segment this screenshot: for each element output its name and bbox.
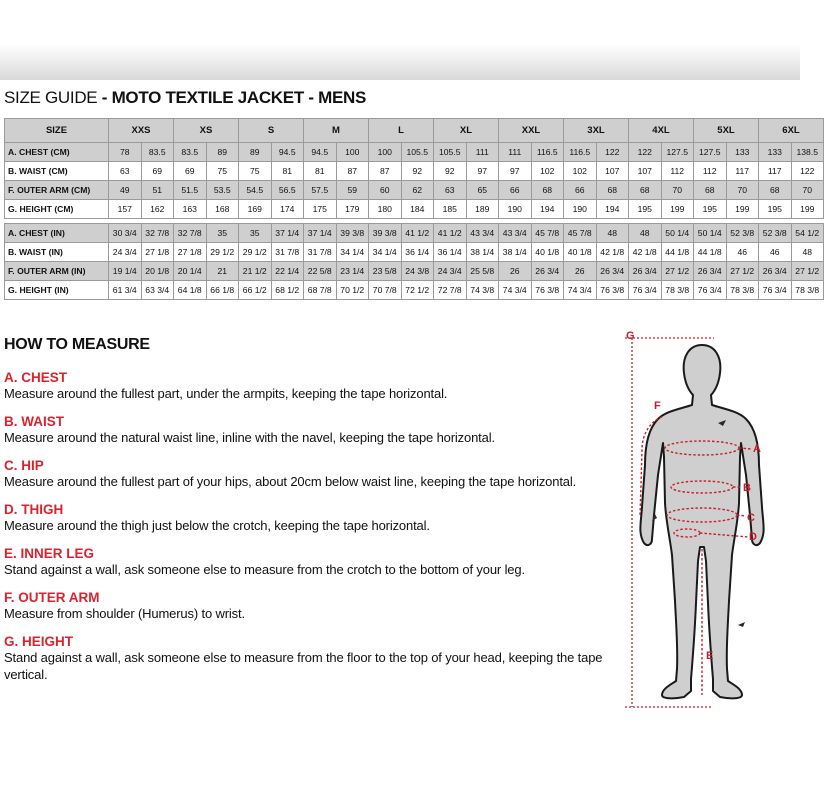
table-cell: 66 [499,181,532,200]
table-cell: 63 [434,181,467,200]
table-cell: 68 1/2 [271,281,304,300]
table-cell: 50 1/4 [694,224,727,243]
table-cell: 26 3/4 [759,262,792,281]
measure-item-description: Stand against a wall, ask someone else to measure from the floor to the top of your head, keeping the tape vertical. [4,650,603,682]
table-cell: 138.5 [791,143,824,162]
measure-item-title: A. CHEST [4,370,68,385]
table-cell: 174 [271,200,304,219]
table-cell: 163 [174,200,207,219]
label-a: A [753,443,761,455]
table-cell: 37 1/4 [271,224,304,243]
table-cell: 69 [141,162,174,181]
table-cell: 37 1/4 [304,224,337,243]
table-cell: 78 3/8 [791,281,824,300]
table-row [5,262,824,281]
top-gradient-band [0,0,800,80]
table-cell: 180 [369,200,402,219]
table-cell: 70 [661,181,694,200]
table-cell: 94.5 [271,143,304,162]
table-cell: 21 1/2 [239,262,272,281]
label-b: B [743,482,751,494]
table-cell: 92 [401,162,434,181]
table-cell: 27 1/8 [141,243,174,262]
table-cell: 26 3/4 [629,262,662,281]
table-cell: 26 3/4 [596,262,629,281]
row-label: A. CHEST (CM) [5,143,109,162]
table-cell: 34 1/4 [369,243,402,262]
table-cell: 127.5 [661,143,694,162]
table-cell: 64 1/8 [174,281,207,300]
table-cell: 97 [466,162,499,181]
table-cell: 105.5 [401,143,434,162]
measure-item [4,502,604,534]
table-cell: 195 [759,200,792,219]
table-cell: 46 [726,243,759,262]
table-cell: 53.5 [206,181,239,200]
table-cell: 75 [239,162,272,181]
table-cell: 133 [726,143,759,162]
table-cell: 76 3/4 [629,281,662,300]
table-cell: 22 1/4 [271,262,304,281]
table-cell: 52 3/8 [759,224,792,243]
measure-item [4,370,604,402]
measure-item-title: C. HIP [4,458,44,473]
table-cell: 169 [239,200,272,219]
table-cell: 45 7/8 [564,224,597,243]
table-cell: 41 1/2 [401,224,434,243]
measure-item [4,634,604,683]
table-cell: 74 3/4 [564,281,597,300]
measure-item-title: B. WAIST [4,414,64,429]
body-measurement-figure [592,325,800,715]
table-row [5,200,824,219]
size-col-l: L [369,119,434,143]
how-to-measure-heading: HOW TO MEASURE [4,336,150,353]
size-header-row [5,119,824,143]
table-cell: 97 [499,162,532,181]
table-cell: 66 1/2 [239,281,272,300]
table-cell: 38 1/4 [466,243,499,262]
table-cell: 87 [336,162,369,181]
table-cell: 49 [109,181,142,200]
table-cell: 74 3/8 [466,281,499,300]
table-row [5,224,824,243]
table-cell: 20 1/4 [174,262,207,281]
table-cell: 66 1/8 [206,281,239,300]
table-cell: 194 [596,200,629,219]
table-cell: 127.5 [694,143,727,162]
size-col-5xl: 5XL [694,119,759,143]
table-cell: 72 7/8 [434,281,467,300]
table-row [5,181,824,200]
size-col-s: S [239,119,304,143]
table-cell: 78 3/8 [726,281,759,300]
table-cell: 27 1/8 [174,243,207,262]
table-cell: 38 1/4 [499,243,532,262]
label-f: F [654,400,661,412]
table-cell: 100 [369,143,402,162]
table-cell: 61 3/4 [109,281,142,300]
row-label: B. WAIST (CM) [5,162,109,181]
size-col-3xl: 3XL [564,119,629,143]
table-cell: 29 1/2 [239,243,272,262]
table-cell: 27 1/2 [661,262,694,281]
table-cell: 63 [109,162,142,181]
table-cell: 44 1/8 [661,243,694,262]
table-cell: 45 7/8 [531,224,564,243]
table-cell: 107 [596,162,629,181]
table-cell: 40 1/8 [531,243,564,262]
size-col-xl: XL [434,119,499,143]
table-cell: 112 [694,162,727,181]
measure-item [4,414,604,446]
table-cell: 66 [564,181,597,200]
table-cell: 62 [401,181,434,200]
table-cell: 122 [596,143,629,162]
table-cell: 189 [466,200,499,219]
table-cell: 54.5 [239,181,272,200]
measure-item [4,458,604,490]
label-g: G [626,330,635,342]
table-cell: 70 7/8 [369,281,402,300]
table-cell: 92 [434,162,467,181]
size-col-4xl: 4XL [629,119,694,143]
table-cell: 89 [206,143,239,162]
measure-item-title: D. THIGH [4,502,64,517]
size-table [4,118,824,300]
row-label: F. OUTER ARM (IN) [5,262,109,281]
table-cell: 29 1/2 [206,243,239,262]
size-col-6xl: 6XL [759,119,824,143]
measure-item-title: G. HEIGHT [4,634,74,649]
table-cell: 111 [499,143,532,162]
measure-item-description: Measure around the fullest part, under the armpits, keeping the tape horizontal. [4,386,448,401]
table-cell: 175 [304,200,337,219]
table-cell: 68 7/8 [304,281,337,300]
table-cell: 190 [499,200,532,219]
table-cell: 23 5/8 [369,262,402,281]
table-cell: 100 [336,143,369,162]
measure-item-title: F. OUTER ARM [4,590,100,605]
table-cell: 102 [531,162,564,181]
table-cell: 190 [564,200,597,219]
how-to-measure-section [4,336,604,695]
table-cell: 59 [336,181,369,200]
measure-item-description: Measure around the natural waist line, inline with the navel, keeping the tape horizontal. [4,430,495,445]
label-c: C [747,512,755,524]
table-cell: 26 3/4 [694,262,727,281]
size-col-m: M [304,119,369,143]
table-cell: 27 1/2 [791,262,824,281]
table-cell: 111 [466,143,499,162]
table-cell: 65 [466,181,499,200]
table-cell: 68 [759,181,792,200]
table-cell: 26 [564,262,597,281]
table-cell: 70 1/2 [336,281,369,300]
table-cell: 94.5 [304,143,337,162]
table-cell: 24 3/4 [109,243,142,262]
table-row [5,281,824,300]
table-cell: 44 1/8 [694,243,727,262]
table-cell: 179 [336,200,369,219]
table-cell: 52 3/8 [726,224,759,243]
table-cell: 32 7/8 [174,224,207,243]
measure-item-description: Measure from shoulder (Humerus) to wrist. [4,606,245,621]
table-cell: 76 3/4 [759,281,792,300]
row-label: B. WAIST (IN) [5,243,109,262]
table-cell: 24 3/4 [434,262,467,281]
table-cell: 48 [596,224,629,243]
size-col-xxl: XXL [499,119,564,143]
table-cell: 76 3/8 [531,281,564,300]
row-label: G. HEIGHT (IN) [5,281,109,300]
table-cell: 81 [271,162,304,181]
measure-item-description: Measure around the thigh just below the crotch, keeping the tape horizontal. [4,518,430,533]
table-cell: 20 1/8 [141,262,174,281]
table-cell: 195 [629,200,662,219]
table-cell: 199 [791,200,824,219]
table-cell: 48 [791,243,824,262]
table-cell: 87 [369,162,402,181]
table-cell: 35 [239,224,272,243]
row-label: G. HEIGHT (CM) [5,200,109,219]
size-header-label: SIZE [5,119,109,143]
table-cell: 76 3/8 [596,281,629,300]
table-cell: 21 [206,262,239,281]
table-cell: 23 1/4 [336,262,369,281]
table-cell: 122 [791,162,824,181]
measure-instructions [4,370,604,683]
table-cell: 39 3/8 [369,224,402,243]
table-cell: 74 3/4 [499,281,532,300]
table-cell: 70 [726,181,759,200]
table-cell: 39 3/8 [336,224,369,243]
table-cell: 78 [109,143,142,162]
label-e: E [706,650,714,662]
table-cell: 60 [369,181,402,200]
table-cell: 117 [726,162,759,181]
measure-item [4,546,604,578]
page-title [4,88,366,108]
table-cell: 112 [661,162,694,181]
table-cell: 42 1/8 [596,243,629,262]
table-cell: 22 5/8 [304,262,337,281]
table-cell: 26 [499,262,532,281]
table-cell: 184 [401,200,434,219]
table-row [5,143,824,162]
table-cell: 68 [629,181,662,200]
table-row [5,243,824,262]
table-cell: 102 [564,162,597,181]
table-cell: 83.5 [174,143,207,162]
table-cell: 57.5 [304,181,337,200]
table-cell: 25 5/8 [466,262,499,281]
table-cell: 41 1/2 [434,224,467,243]
table-cell: 43 3/4 [499,224,532,243]
table-cell: 157 [109,200,142,219]
measure-item-description: Stand against a wall, ask someone else to measure from the crotch to the bottom of your leg. [4,562,525,577]
table-cell: 105.5 [434,143,467,162]
table-cell: 162 [141,200,174,219]
table-cell: 83.5 [141,143,174,162]
table-cell: 70 [791,181,824,200]
measure-item-description: Measure around the fullest part of your hips, about 20cm below waist line, keeping the tape horizontal. [4,474,577,489]
table-cell: 194 [531,200,564,219]
table-cell: 81 [304,162,337,181]
table-cell: 36 1/4 [434,243,467,262]
table-cell: 133 [759,143,792,162]
table-cell: 51.5 [174,181,207,200]
table-cell: 116.5 [531,143,564,162]
table-cell: 30 3/4 [109,224,142,243]
size-col-xs: XS [174,119,239,143]
table-cell: 117 [759,162,792,181]
table-cell: 31 7/8 [271,243,304,262]
table-cell: 78 3/8 [661,281,694,300]
table-cell: 42 1/8 [629,243,662,262]
table-cell: 168 [206,200,239,219]
table-cell: 185 [434,200,467,219]
label-d: D [749,531,757,543]
table-cell: 36 1/4 [401,243,434,262]
table-cell: 63 3/4 [141,281,174,300]
table-cell: 35 [206,224,239,243]
table-cell: 69 [174,162,207,181]
title-product: - MOTO TEXTILE JACKET - MENS [97,88,367,107]
table-cell: 48 [629,224,662,243]
table-cell: 68 [694,181,727,200]
table-cell: 199 [661,200,694,219]
table-cell: 122 [629,143,662,162]
table-cell: 19 1/4 [109,262,142,281]
table-cell: 68 [531,181,564,200]
size-table-body [5,143,824,300]
table-cell: 24 3/8 [401,262,434,281]
body-figure-svg [592,325,800,715]
measure-item [4,590,604,622]
table-cell: 107 [629,162,662,181]
row-label: F. OUTER ARM (CM) [5,181,109,200]
table-cell: 46 [759,243,792,262]
table-cell: 72 1/2 [401,281,434,300]
table-cell: 50 1/4 [661,224,694,243]
table-cell: 56.5 [271,181,304,200]
table-row [5,162,824,181]
table-cell: 89 [239,143,272,162]
table-cell: 34 1/4 [336,243,369,262]
title-prefix: SIZE GUIDE [4,88,98,107]
size-table-container [4,118,820,314]
row-label: A. CHEST (IN) [5,224,109,243]
table-cell: 68 [596,181,629,200]
table-cell: 76 3/4 [694,281,727,300]
table-cell: 75 [206,162,239,181]
table-cell: 116.5 [564,143,597,162]
table-cell: 31 7/8 [304,243,337,262]
table-cell: 54 1/2 [791,224,824,243]
measure-item-title: E. INNER LEG [4,546,95,561]
size-col-xxs: XXS [109,119,174,143]
table-cell: 26 3/4 [531,262,564,281]
table-cell: 27 1/2 [726,262,759,281]
table-cell: 43 3/4 [466,224,499,243]
table-cell: 51 [141,181,174,200]
table-cell: 195 [694,200,727,219]
table-cell: 199 [726,200,759,219]
table-cell: 32 7/8 [141,224,174,243]
table-cell: 40 1/8 [564,243,597,262]
